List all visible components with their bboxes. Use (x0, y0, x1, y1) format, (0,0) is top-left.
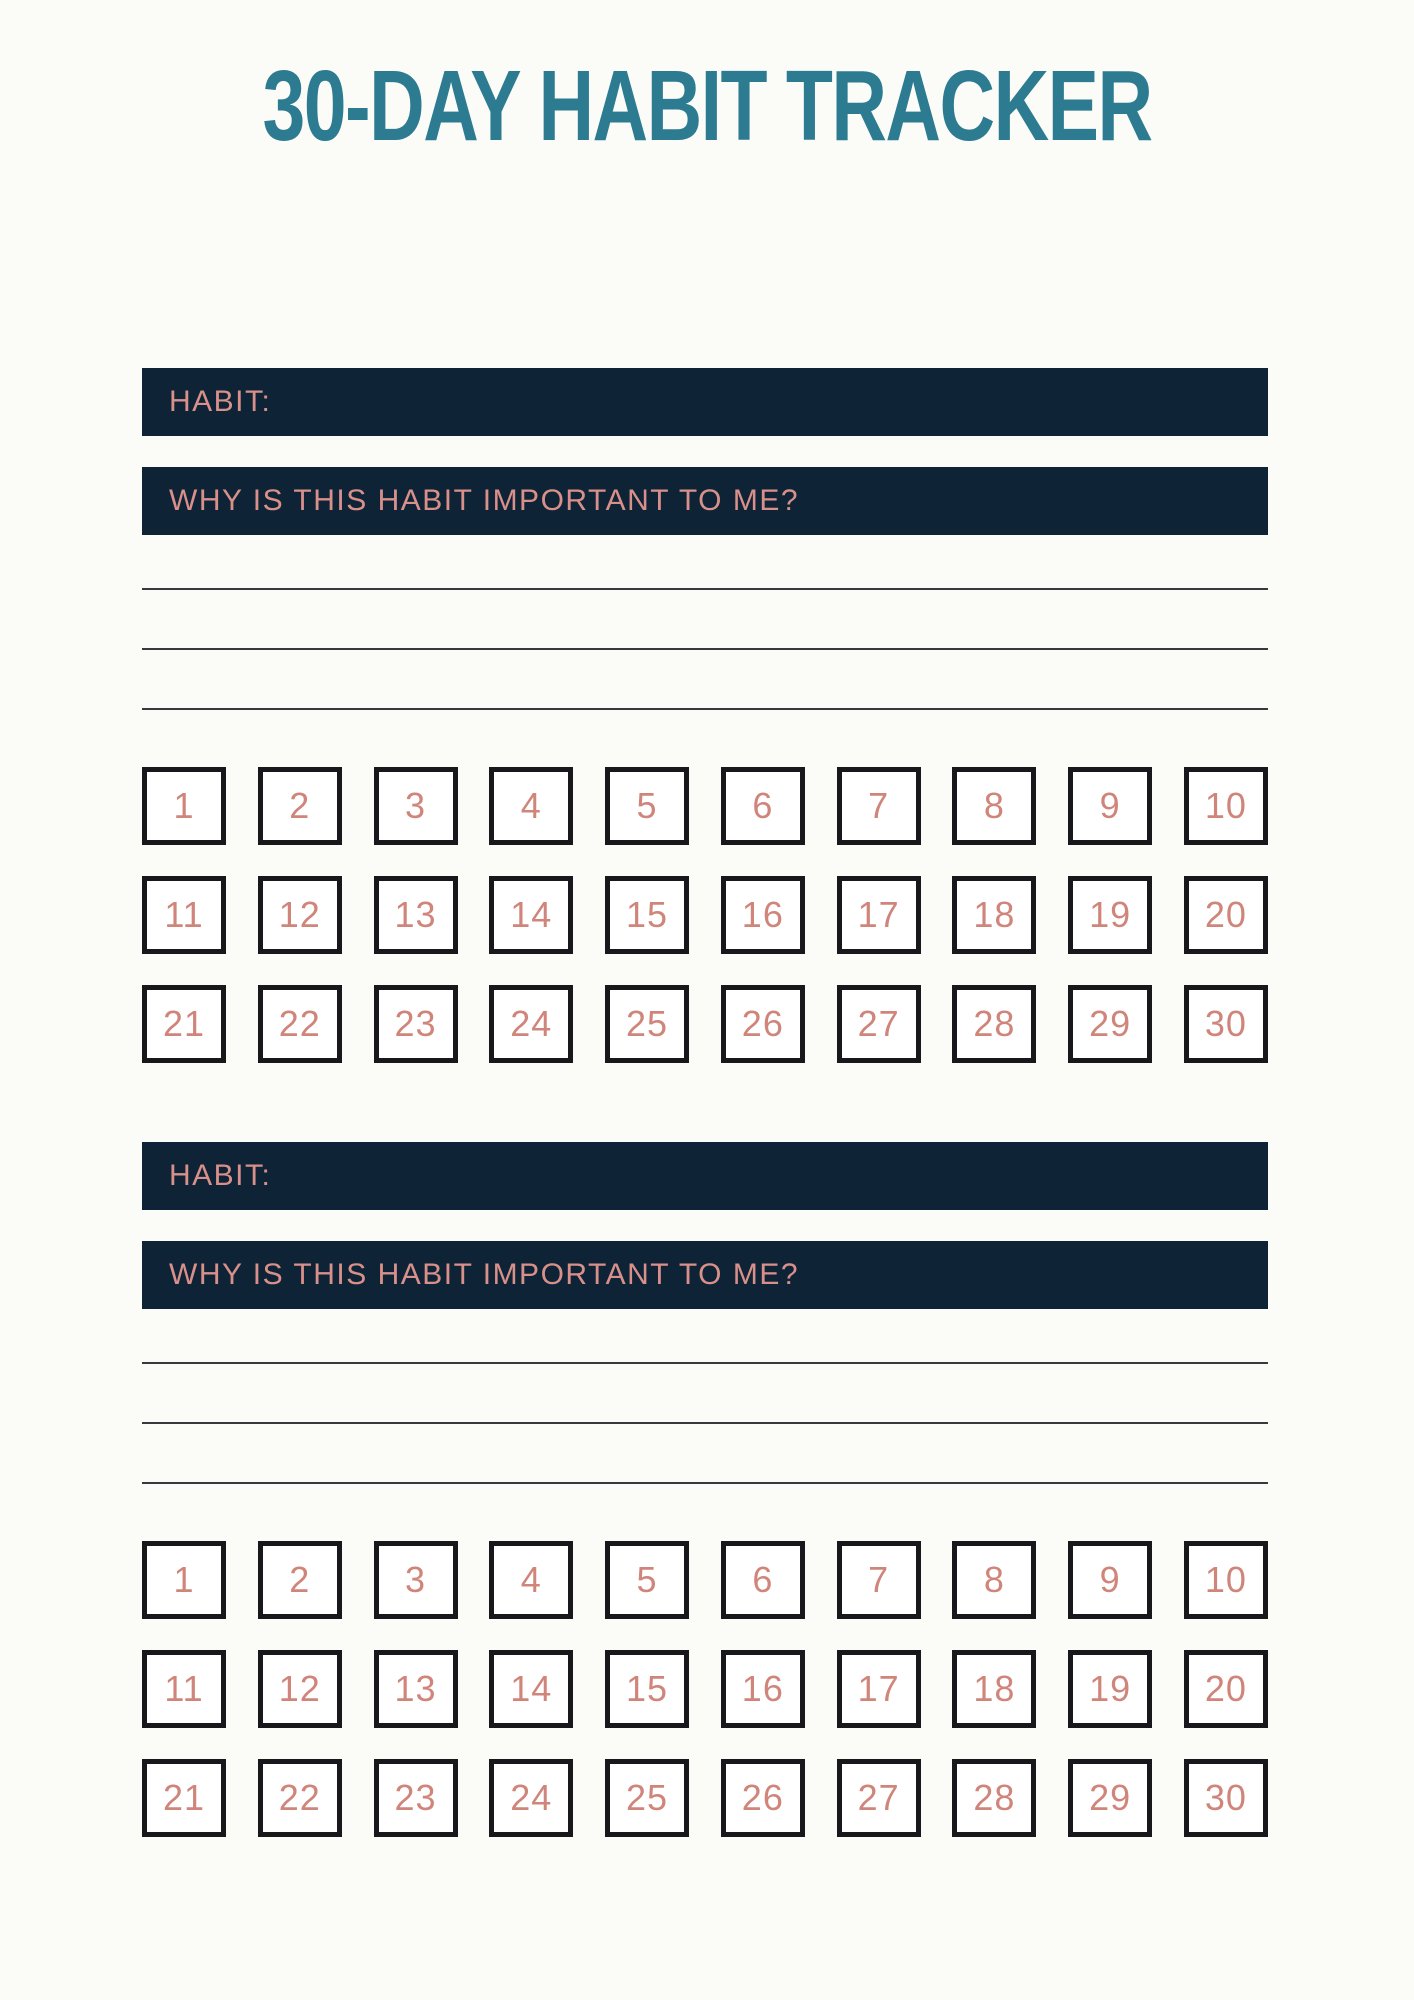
day-cell (721, 985, 805, 1063)
day-number: 24 (510, 1777, 553, 1818)
day-number: 13 (394, 894, 437, 935)
day-cell (489, 767, 573, 845)
day-cell (837, 1541, 921, 1619)
habit-section-2 (142, 1142, 1268, 1837)
day-number: 3 (405, 785, 427, 826)
habit-label: HABIT: (169, 1159, 272, 1192)
day-cell (721, 1541, 805, 1619)
day-cell (837, 1759, 921, 1837)
day-cell (605, 1759, 689, 1837)
day-number: 22 (278, 1003, 321, 1044)
day-number: 3 (405, 1559, 427, 1600)
day-cell (489, 985, 573, 1063)
day-number: 8 (983, 785, 1005, 826)
day-number: 17 (857, 894, 900, 935)
day-cell (1184, 1541, 1268, 1619)
day-number: 7 (868, 785, 890, 826)
writing-line (142, 708, 1268, 710)
day-cell (721, 1759, 805, 1837)
writing-lines (142, 588, 1268, 710)
day-cell (489, 1541, 573, 1619)
day-number: 7 (868, 1559, 890, 1600)
day-cell (605, 1541, 689, 1619)
day-number: 18 (973, 894, 1016, 935)
why-label: WHY IS THIS HABIT IMPORTANT TO ME? (169, 1258, 800, 1291)
day-cell (952, 1541, 1036, 1619)
day-number: 1 (173, 785, 195, 826)
day-number: 13 (394, 1668, 437, 1709)
day-number: 12 (278, 1668, 321, 1709)
day-number: 12 (278, 894, 321, 935)
day-number: 20 (1204, 894, 1247, 935)
day-cell (721, 876, 805, 954)
day-number: 25 (626, 1003, 669, 1044)
day-cell (258, 767, 342, 845)
day-number: 29 (1089, 1003, 1132, 1044)
day-number: 19 (1089, 1668, 1132, 1709)
day-cell (1068, 1650, 1152, 1728)
day-number: 28 (973, 1777, 1016, 1818)
day-number: 27 (857, 1003, 900, 1044)
day-number: 1 (173, 1559, 195, 1600)
day-cell (1184, 1759, 1268, 1837)
day-cell (142, 1541, 226, 1619)
day-cell (721, 767, 805, 845)
writing-lines (142, 1362, 1268, 1484)
day-cell (952, 1650, 1036, 1728)
day-cell (1184, 767, 1268, 845)
day-number: 29 (1089, 1777, 1132, 1818)
day-number: 15 (626, 1668, 669, 1709)
why-label: WHY IS THIS HABIT IMPORTANT TO ME? (169, 484, 800, 517)
day-cell (258, 1759, 342, 1837)
day-cell (258, 1650, 342, 1728)
day-number: 6 (752, 785, 774, 826)
writing-line (142, 588, 1268, 590)
day-cell (837, 1650, 921, 1728)
day-cell (142, 1759, 226, 1837)
day-number: 30 (1204, 1777, 1247, 1818)
day-number: 11 (164, 894, 204, 935)
day-cell (1184, 876, 1268, 954)
day-number: 28 (973, 1003, 1016, 1044)
writing-line (142, 648, 1268, 650)
day-number: 9 (1099, 785, 1121, 826)
day-cell (952, 1759, 1036, 1837)
day-cell (258, 985, 342, 1063)
day-number: 26 (741, 1003, 784, 1044)
day-cell (952, 876, 1036, 954)
day-cell (837, 876, 921, 954)
day-cell (837, 767, 921, 845)
day-number: 14 (510, 1668, 553, 1709)
day-number: 2 (289, 785, 311, 826)
day-cell (605, 767, 689, 845)
why-label-bar (142, 1241, 1268, 1309)
day-number: 23 (394, 1003, 437, 1044)
day-cell (605, 1650, 689, 1728)
day-number: 27 (857, 1777, 900, 1818)
day-number: 24 (510, 1003, 553, 1044)
day-cell (1184, 985, 1268, 1063)
day-cell (605, 876, 689, 954)
day-number: 25 (626, 1777, 669, 1818)
day-number: 17 (857, 1668, 900, 1709)
day-cell (1068, 876, 1152, 954)
day-number: 15 (626, 894, 669, 935)
day-cell (374, 1759, 458, 1837)
day-number: 16 (741, 894, 784, 935)
day-cell (258, 876, 342, 954)
day-cell (952, 767, 1036, 845)
day-number: 6 (752, 1559, 774, 1600)
day-cell (1068, 1541, 1152, 1619)
day-cell (374, 767, 458, 845)
day-grid (142, 767, 1268, 1063)
writing-line (142, 1482, 1268, 1484)
day-number: 18 (973, 1668, 1016, 1709)
day-number: 16 (741, 1668, 784, 1709)
habit-label-bar (142, 1142, 1268, 1210)
day-number: 21 (162, 1777, 206, 1818)
day-number: 4 (520, 1559, 542, 1600)
day-grid (142, 1541, 1268, 1837)
day-cell (142, 767, 226, 845)
day-number: 26 (741, 1777, 784, 1818)
day-number: 8 (983, 1559, 1005, 1600)
day-cell (142, 1650, 226, 1728)
day-cell (952, 985, 1036, 1063)
why-label-bar (142, 467, 1268, 535)
day-cell (142, 985, 226, 1063)
day-number: 30 (1204, 1003, 1247, 1044)
day-number: 10 (1204, 1559, 1247, 1600)
day-cell (489, 1759, 573, 1837)
day-cell (374, 876, 458, 954)
day-number: 5 (636, 785, 658, 826)
day-cell (605, 985, 689, 1063)
day-cell (1184, 1650, 1268, 1728)
day-number: 5 (636, 1559, 658, 1600)
day-number: 19 (1089, 894, 1132, 935)
day-cell (489, 1650, 573, 1728)
day-cell (721, 1650, 805, 1728)
habit-label: HABIT: (169, 385, 272, 418)
day-number: 22 (278, 1777, 321, 1818)
day-cell (258, 1541, 342, 1619)
day-number: 4 (520, 785, 542, 826)
day-number: 20 (1204, 1668, 1247, 1709)
writing-line (142, 1362, 1268, 1364)
day-cell (489, 876, 573, 954)
day-cell (374, 1650, 458, 1728)
day-cell (1068, 1759, 1152, 1837)
day-cell (374, 985, 458, 1063)
writing-line (142, 1422, 1268, 1424)
day-cell (142, 876, 226, 954)
day-number: 10 (1204, 785, 1247, 826)
day-cell (1068, 767, 1152, 845)
habit-label-bar (142, 368, 1268, 436)
day-cell (374, 1541, 458, 1619)
day-number: 23 (394, 1777, 437, 1818)
day-number: 14 (510, 894, 553, 935)
day-number: 21 (162, 1003, 206, 1044)
day-number: 11 (164, 1668, 204, 1709)
day-cell (1068, 985, 1152, 1063)
day-number: 9 (1099, 1559, 1121, 1600)
page-title: 30-DAY HABIT TRACKER (262, 50, 1152, 162)
habit-section-1 (142, 368, 1268, 1063)
day-cell (837, 985, 921, 1063)
day-number: 2 (289, 1559, 311, 1600)
